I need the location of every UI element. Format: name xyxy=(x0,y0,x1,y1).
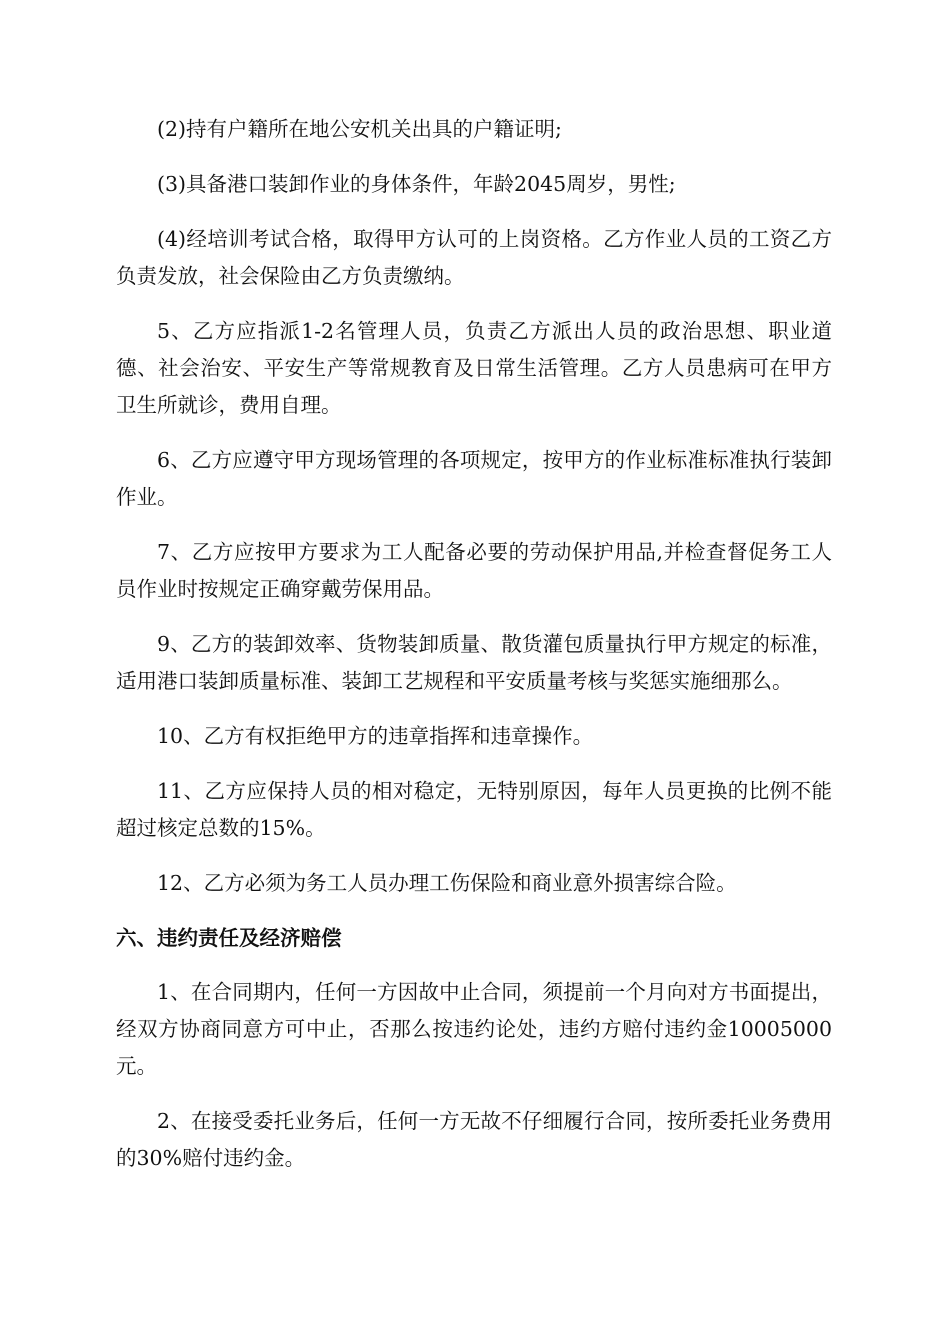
paragraph-clause-5: 5、乙方应指派1-2名管理人员，负责乙方派出人员的政治思想、职业道德、社会治安、平安生产等常规教育及日常生活管理。乙方人员患病可在甲方卫生所就诊，费用自理。 xyxy=(116,319,832,417)
paragraph-physical-condition: (3)具备港口装卸作业的身体条件，年龄2045周岁，男性; xyxy=(157,172,676,196)
paragraph-breach-clause-2: 2、在接受委托业务后，任何一方无故不仔细履行合同，按所委托业务费用的30%赔付违约金。 xyxy=(116,1109,832,1170)
paragraph-training-qualification: (4)经培训考试合格，取得甲方认可的上岗资格。乙方作业人员的工资乙方负责发放，社会保险由乙方负责缴纳。 xyxy=(116,227,832,288)
paragraph-clause-6: 6、乙方应遵守甲方现场管理的各项规定，按甲方的作业标准标准执行装卸作业。 xyxy=(116,448,832,509)
paragraph-clause-12: 12、乙方必须为务工人员办理工伤保险和商业意外损害综合险。 xyxy=(157,871,737,895)
paragraph-clause-11: 11、乙方应保持人员的相对稳定，无特别原因，每年人员更换的比例不能超过核定总数的15%。 xyxy=(116,779,832,840)
document-body xyxy=(116,111,832,1195)
paragraph-clause-10: 10、乙方有权拒绝甲方的违章指挥和违章操作。 xyxy=(157,724,594,748)
paragraph-clause-9: 9、乙方的装卸效率、货物装卸质量、散货灌包质量执行甲方规定的标准，适用港口装卸质量标准、装卸工艺规程和平安质量考核与奖惩实施细那么。 xyxy=(116,632,832,693)
paragraph-breach-clause-1: 1、在合同期内，任何一方因故中止合同，须提前一个月向对方书面提出，经双方协商同意方可中止，否那么按违约论处，违约方赔付违约金10005000元。 xyxy=(116,980,832,1078)
paragraph-household-proof: (2)持有户籍所在地公安机关出具的户籍证明; xyxy=(157,117,562,141)
section-heading-breach-liability: 六、违约责任及经济赔偿 xyxy=(116,926,342,950)
paragraph-clause-7: 7、乙方应按甲方要求为工人配备必要的劳动保护用品,并检查督促务工人员作业时按规定正确穿戴劳保用品。 xyxy=(116,540,832,601)
